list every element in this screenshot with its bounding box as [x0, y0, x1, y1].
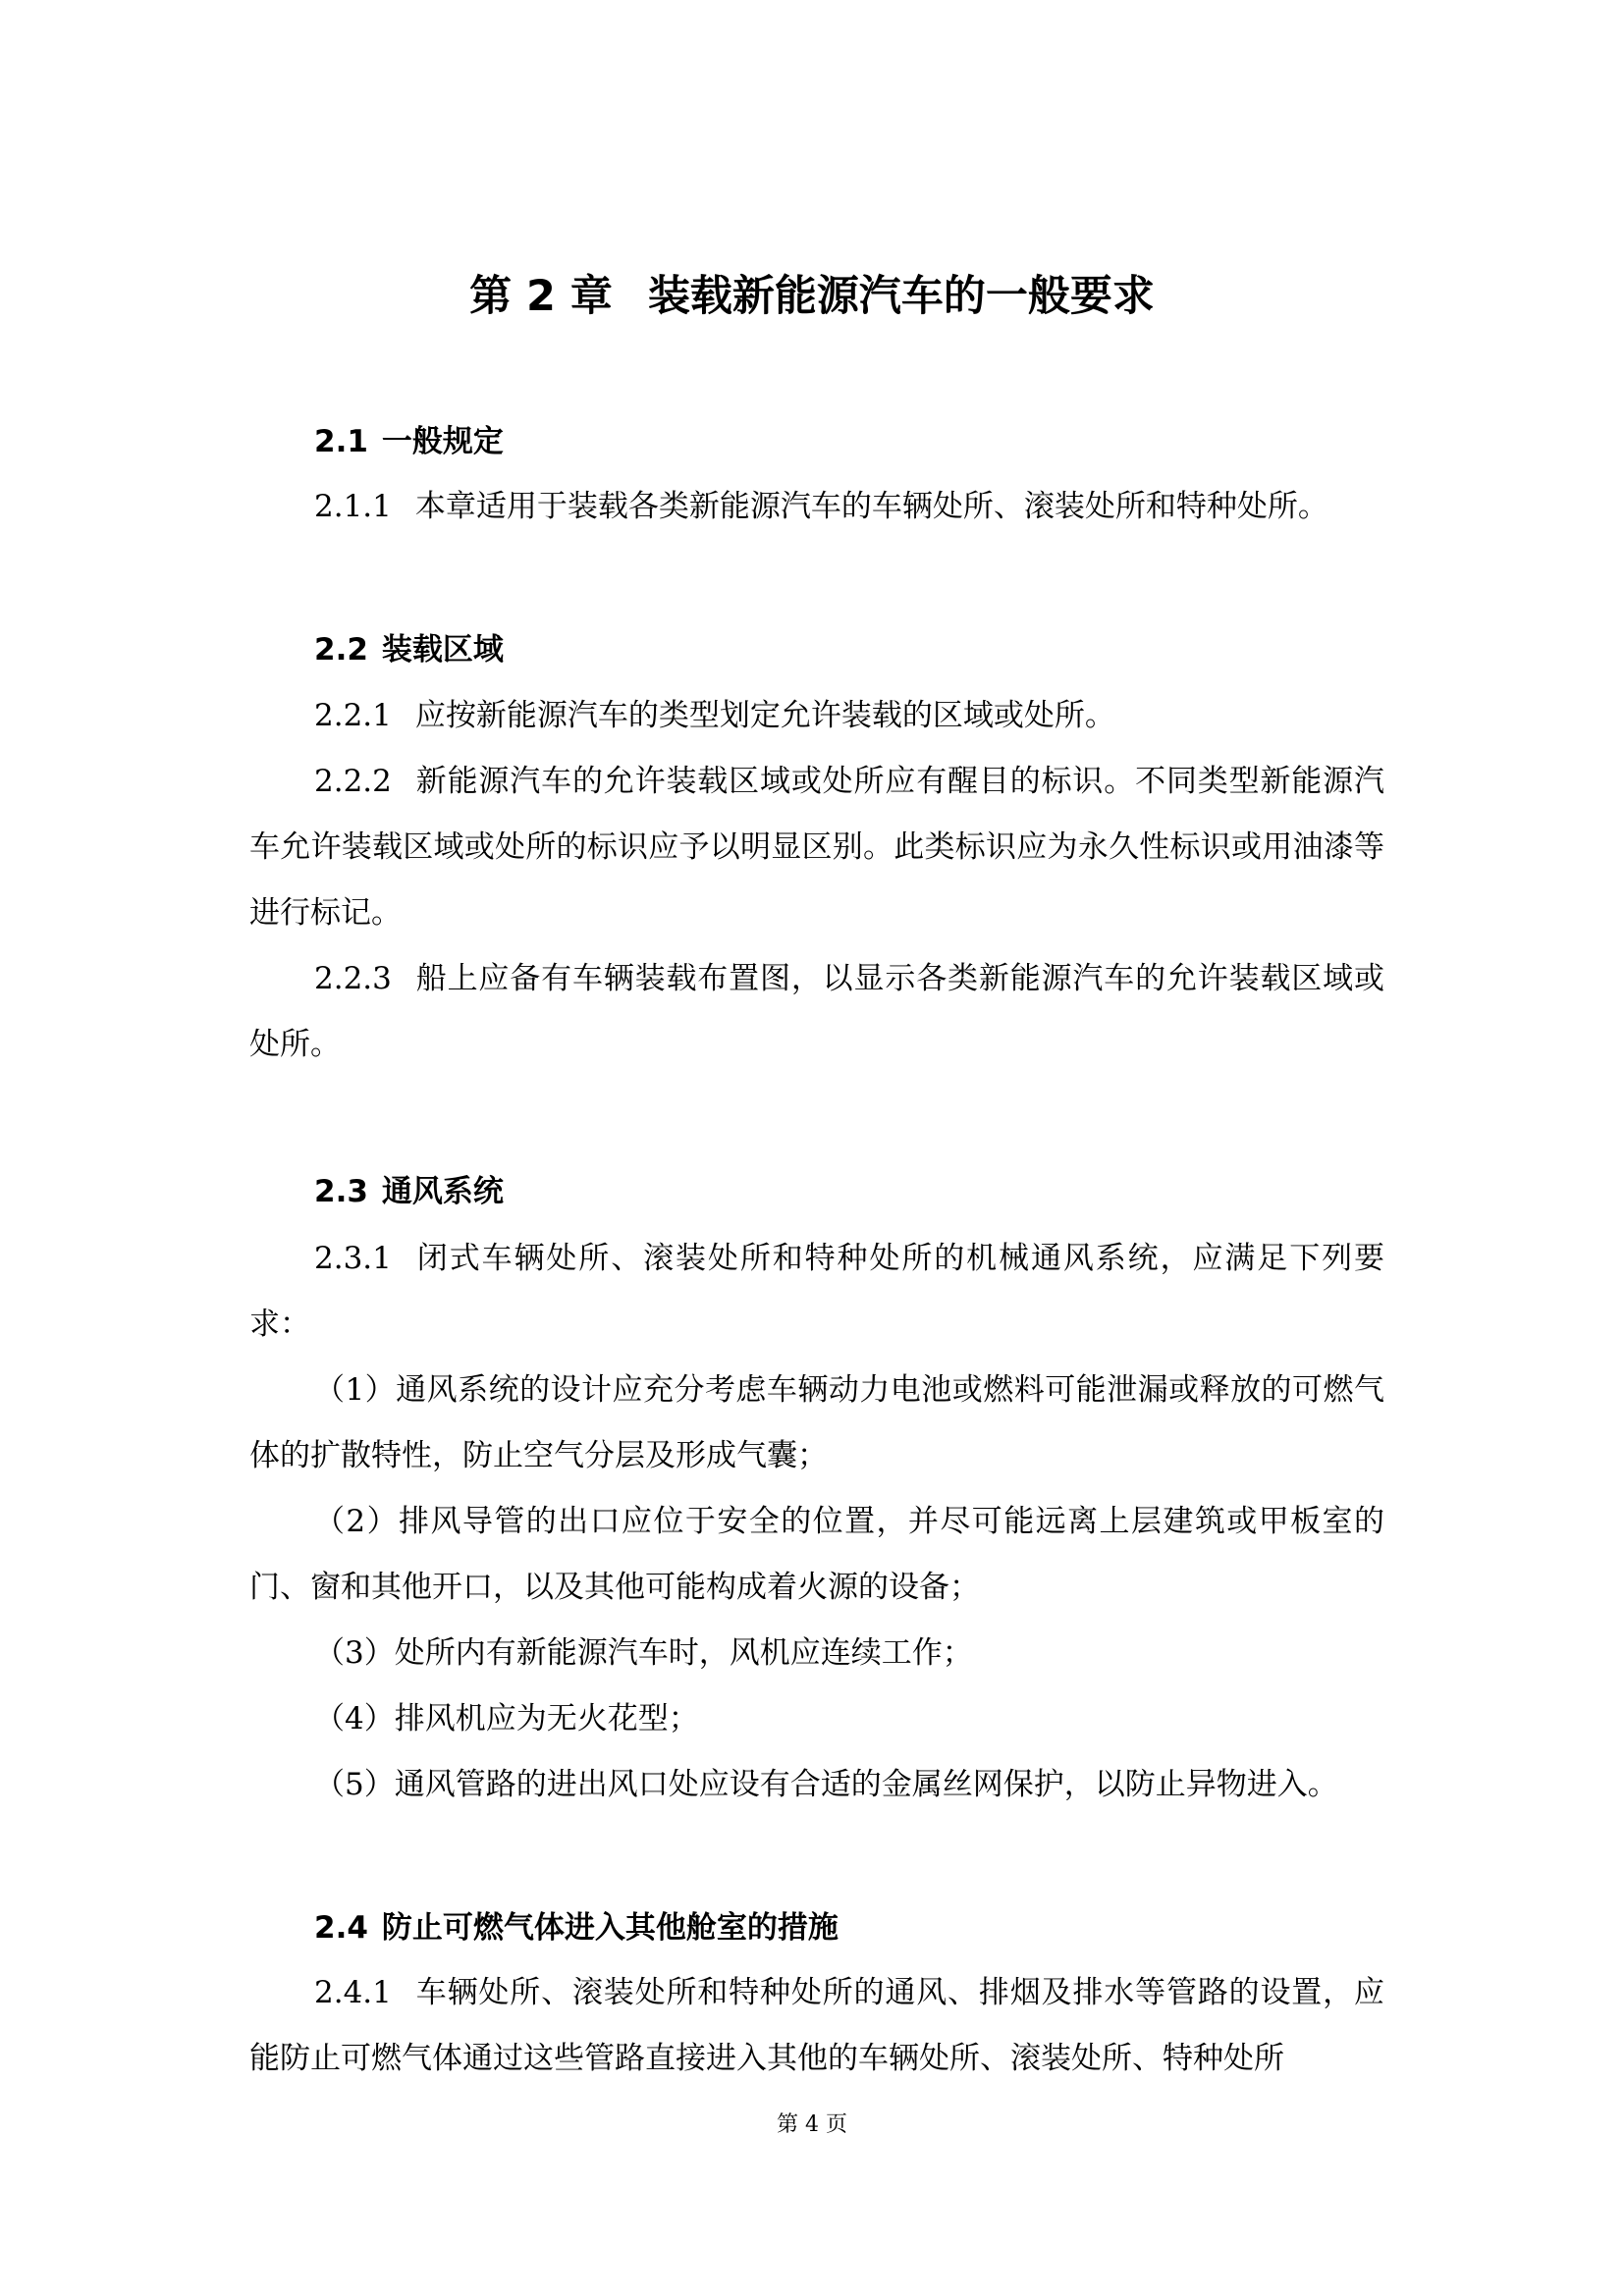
clause-number: 2.4.1 — [314, 1975, 392, 2010]
clause-number: 2.2.2 — [314, 764, 392, 799]
chapter-title-text: 装载新能源汽车的一般要求 — [647, 272, 1155, 321]
clause-text: 应按新能源汽车的类型划定允许装载的区域或处所。 — [414, 698, 1115, 733]
list-item-5: （5）通风管路的进出风口处应设有合适的金属丝网保护，以防止异物进入。 — [314, 1767, 1338, 1802]
page-number: 第 4 页 — [777, 2112, 847, 2137]
section-title: 装载区域 — [381, 632, 504, 667]
clause-2-4-1 — [249, 1960, 1384, 2092]
section-heading-2-2 — [314, 628, 1394, 671]
section-number: 2.3 — [314, 1174, 368, 1209]
clause-2-3-1 — [249, 1226, 1384, 1358]
list-item-2: （2）排风导管的出口应位于安全的位置，并尽可能远离上层建筑或甲板室的门、窗和其他开口，以及其他可能构成着火源的设备； — [249, 1504, 1384, 1605]
section-number: 2.4 — [314, 1910, 368, 1946]
section-heading-2-4 — [314, 1906, 1394, 1949]
list-item-1: （1）通风系统的设计应充分考虑车辆动力电池或燃料可能泄漏或释放的可燃气体的扩散特性，防止空气分层及形成气囊； — [249, 1372, 1384, 1473]
list-item-4: （4）排风机应为无火花型； — [314, 1701, 699, 1736]
section-heading-2-3 — [314, 1170, 1394, 1213]
clause-text: 船上应备有车辆装载布置图，以显示各类新能源汽车的允许装载区域或处所。 — [249, 961, 1384, 1062]
section-number: 2.1 — [314, 424, 368, 459]
section-number: 2.2 — [314, 632, 368, 667]
clause-text: 车辆处所、滚装处所和特种处所的通风、排烟及排水等管路的设置，应能防止可燃气体通过这些管路直接进入其他的车辆处所、滚装处所、特种处所 — [249, 1975, 1384, 2076]
chapter-number: 第 2 章 — [469, 272, 613, 321]
clause-number: 2.3.1 — [314, 1241, 392, 1276]
clause-text: 新能源汽车的允许装载区域或处所应有醒目的标识。不同类型新能源汽车允许装载区域或处所的标识应予以明显区别。此类标识应为永久性标识或用油漆等进行标记。 — [249, 764, 1384, 931]
clause-2-2-3 — [249, 946, 1384, 1078]
clause-2-2-1 — [249, 683, 1384, 749]
list-item-3: （3）处所内有新能源汽车时，风机应连续工作； — [314, 1635, 973, 1671]
clause-number: 2.2.3 — [314, 961, 392, 996]
section-title: 防止可燃气体进入其他舱室的措施 — [381, 1910, 839, 1946]
clause-2-1-1 — [249, 474, 1384, 540]
section-title: 通风系统 — [381, 1174, 504, 1209]
clause-text: 闭式车辆处所、滚装处所和特种处所的机械通风系统，应满足下列要求： — [249, 1241, 1384, 1342]
clause-number: 2.2.1 — [314, 698, 392, 733]
clause-number: 2.1.1 — [314, 489, 392, 524]
chapter-title — [0, 267, 1624, 326]
clause-2-2-2 — [249, 749, 1384, 946]
section-heading-2-1 — [314, 420, 1394, 463]
clause-text: 本章适用于装载各类新能源汽车的车辆处所、滚装处所和特种处所。 — [414, 489, 1328, 524]
section-title: 一般规定 — [381, 424, 504, 459]
